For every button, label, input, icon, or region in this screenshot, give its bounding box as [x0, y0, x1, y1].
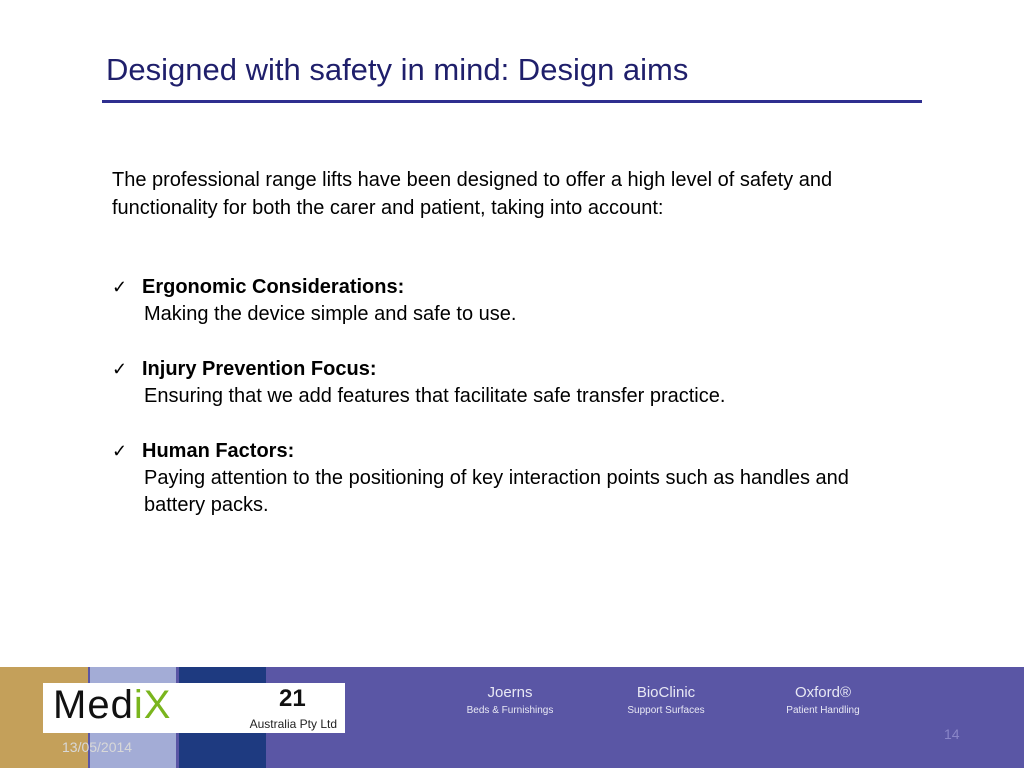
bullet-item	[112, 438, 852, 519]
medix21-logo	[43, 683, 345, 733]
brand-joerns	[462, 684, 558, 716]
bullet-description: Making the device simple and safe to use.	[144, 303, 517, 325]
logo-number: 21	[279, 685, 306, 712]
bullet-description: Paying attention to the positioning of key interaction points such as handles and battery packs.	[144, 467, 849, 516]
bullet-heading: Ergonomic Considerations:	[142, 276, 405, 298]
bullet-item	[112, 274, 516, 328]
check-icon: ✓	[112, 359, 128, 379]
check-icon: ✓	[112, 441, 128, 461]
logo-subtitle: Australia Pty Ltd	[249, 717, 337, 731]
brand-name: BioClinic	[636, 684, 696, 701]
brand-subtitle: Patient Handling	[786, 705, 860, 716]
slide-title: Designed with safety in mind: Design aims	[106, 52, 689, 87]
bullet-heading: Injury Prevention Focus:	[142, 358, 377, 380]
brand-name: Joerns	[487, 684, 533, 701]
brand-subtitle: Beds & Furnishings	[466, 705, 554, 716]
brand-oxford	[775, 684, 871, 716]
title-divider	[102, 100, 922, 103]
brand-subtitle: Support Surfaces	[627, 705, 705, 716]
logo-text-accent: iX	[133, 683, 172, 727]
bullet-item	[112, 356, 725, 410]
slide-date: 13/05/2014	[62, 739, 133, 755]
brand-bioclinic	[618, 684, 714, 716]
intro-text: The professional range lifts have been designed to offer a high level of safety and functionality for both the carer and patient, taking into account:	[112, 169, 833, 219]
page-number: 14	[944, 726, 960, 742]
bullet-description: Ensuring that we add features that facilitate safe transfer practice.	[144, 385, 726, 407]
check-icon: ✓	[112, 277, 128, 297]
logo-text: Med	[53, 683, 134, 727]
brand-name: Oxford®	[794, 684, 852, 701]
bullet-heading: Human Factors:	[142, 440, 295, 462]
